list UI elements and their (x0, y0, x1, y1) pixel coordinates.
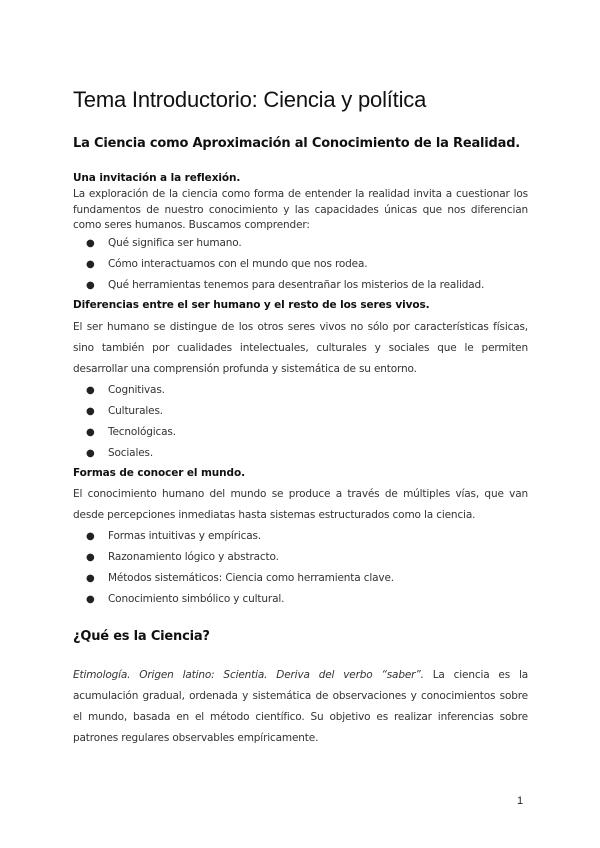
bullet-icon: ● (86, 406, 95, 417)
bullet-icon: ● (86, 427, 95, 438)
bullet-icon: ● (86, 448, 95, 459)
paragraph-differences: El ser humano se distingue de los otros seres vivos no sólo por características físicas, sino también por cualidades intelectuales, culturales y sociales que le permiten desarrollar una comprensión profunda y sistemática de su entorno. (73, 321, 528, 375)
list-item: ● Cognitivas. (86, 380, 176, 401)
definition-text: La ciencia es la acumulación gradual, ordenada y sistemática de observaciones y conocimientos sobre el mundo, basada en el método científico. Su objetivo es realizar inferencias sobre patrones regulares observables empíricamente. (73, 669, 528, 744)
page-title: Tema Introductorio: Ciencia y política (73, 87, 427, 112)
list-item: ● Qué herramientas tenemos para desentrañar los misterios de la realidad. (86, 275, 484, 296)
paragraph-ways: El conocimiento humano del mundo se produce a través de múltiples vías, que van desde percepciones inmediatas hasta sistemas estructurados como la ciencia. (73, 488, 528, 521)
list-item: ● Conocimiento simbólico y cultural. (86, 589, 394, 610)
subheading-differences: Diferencias entre el ser humano y el resto de los seres vivos. (73, 299, 430, 311)
list-item: ● Razonamiento lógico y abstracto. (86, 547, 394, 568)
bullet-icon: ● (86, 385, 95, 396)
etymology-text: Etimología. Origen latino: Scientia. Deriva del verbo “saber”. (73, 669, 424, 681)
bullet-icon: ● (86, 594, 95, 605)
list-item: ● Qué significa ser humano. (86, 233, 484, 254)
list-item: ● Métodos sistemáticos: Ciencia como herramienta clave. (86, 568, 394, 589)
list-item: ● Culturales. (86, 401, 176, 422)
bullet-list-invitation (86, 233, 484, 296)
list-item: ● Sociales. (86, 443, 176, 464)
list-item: ● Tecnológicas. (86, 422, 176, 443)
subheading-ways: Formas de conocer el mundo. (73, 467, 245, 479)
bullet-list-differences (86, 380, 176, 464)
bullet-icon: ● (86, 552, 95, 563)
subheading-invitation: Una invitación a la reflexión. (73, 172, 241, 184)
paragraph-definition (73, 665, 528, 749)
bullet-icon: ● (86, 280, 95, 291)
section-heading-science-approach: La Ciencia como Aproximación al Conocimiento de la Realidad. (73, 136, 521, 151)
bullet-icon: ● (86, 573, 95, 584)
bullet-list-ways (86, 526, 394, 610)
bullet-icon: ● (86, 259, 95, 270)
page-number: 1 (517, 795, 524, 807)
section-heading-what-is-science: ¿Qué es la Ciencia? (73, 629, 210, 644)
bullet-icon: ● (86, 531, 95, 542)
list-item: ● Formas intuitivas y empíricas. (86, 526, 394, 547)
paragraph-invitation: La exploración de la ciencia como forma de entender la realidad invita a cuestionar los fundamentos de nuestro conocimiento y las capacidades únicas que nos diferencian como seres humanos. Buscamos comprender: (73, 188, 528, 231)
bullet-icon: ● (86, 238, 95, 249)
list-item: ● Cómo interactuamos con el mundo que nos rodea. (86, 254, 484, 275)
